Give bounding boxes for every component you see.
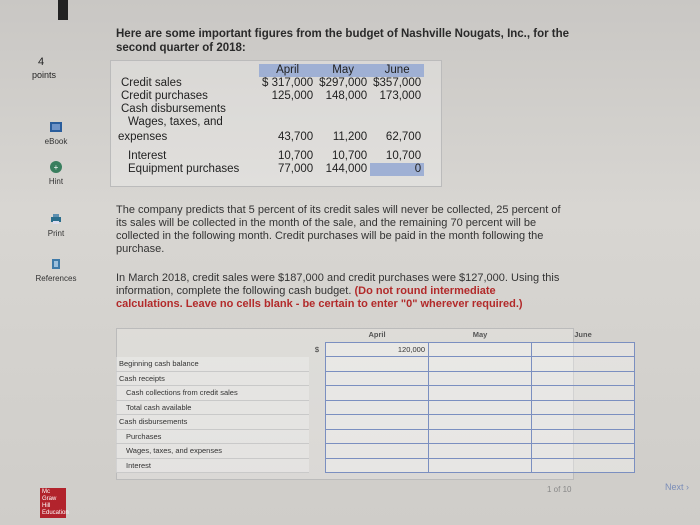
- table-row: [116, 386, 635, 401]
- row-label: Cash disbursements: [121, 103, 226, 115]
- question-intro: Here are some important figures from the budget of Nashville Nougats, Inc., for the second quarter of 2018:: [116, 28, 570, 54]
- sidebar-item-hint[interactable]: [30, 160, 82, 186]
- budget-row: [118, 163, 424, 176]
- june-input[interactable]: [532, 444, 635, 459]
- chevron-right-icon: ›: [686, 482, 690, 492]
- row-label: Interest: [116, 458, 309, 473]
- sidebar-item-label: eBook: [44, 137, 68, 146]
- points-label: points: [32, 70, 57, 80]
- ebook-icon: [49, 120, 63, 134]
- budget-row: [118, 90, 424, 103]
- row-label: Total cash available: [116, 400, 309, 415]
- table-row: [116, 400, 635, 415]
- table-row: [116, 342, 635, 357]
- row-label: Wages, taxes, and: [128, 116, 223, 128]
- cell-value: 10,700: [277, 150, 314, 162]
- row-label: Cash receipts: [116, 371, 309, 386]
- sidebar: [0, 0, 100, 525]
- cash-header-row: [116, 328, 635, 342]
- cell-value: $ 317,000: [262, 77, 314, 89]
- col-header-april: April: [259, 64, 316, 77]
- col-header-april: April: [368, 330, 386, 340]
- april-input[interactable]: [326, 400, 429, 415]
- cell-value: $297,000: [319, 77, 368, 89]
- brand-logo: Mc Graw Hill Education: [42, 489, 69, 516]
- instructions-text: In March 2018, credit sales were $187,000 and credit purchases were $127,000. Using this information, complete the following cash budget.: [116, 272, 560, 297]
- sidebar-item-print[interactable]: [30, 212, 82, 238]
- row-label: Credit purchases: [121, 90, 208, 102]
- budget-header-row: [118, 64, 424, 77]
- april-input[interactable]: [326, 458, 429, 473]
- next-button[interactable]: [665, 482, 689, 492]
- points-value: 4: [38, 56, 45, 68]
- budget-row: [118, 103, 424, 116]
- table-row: [116, 415, 635, 430]
- cell-value: 43,700: [277, 131, 314, 143]
- table-row: [116, 458, 635, 473]
- cash-budget-table: [116, 328, 635, 473]
- june-input[interactable]: [532, 415, 635, 430]
- june-input[interactable]: [532, 429, 635, 444]
- table-row: [116, 357, 635, 372]
- currency-symbol: $: [314, 344, 320, 354]
- sidebar-item-ebook[interactable]: [30, 120, 82, 146]
- col-header-june: June: [370, 64, 424, 77]
- budget-row: [118, 77, 424, 90]
- row-label: Beginning cash balance: [116, 357, 309, 372]
- june-input[interactable]: [532, 342, 635, 357]
- april-input[interactable]: [326, 357, 429, 372]
- next-button-label: Next: [665, 482, 684, 492]
- sidebar-item-label: Hint: [48, 177, 64, 186]
- cell-value: 144,000: [325, 163, 368, 175]
- cell-value: 0: [370, 163, 424, 176]
- row-label: Equipment purchases: [128, 163, 240, 175]
- cell-value: 10,700: [385, 150, 422, 162]
- june-input[interactable]: [532, 357, 635, 372]
- table-row: [116, 444, 635, 459]
- april-input[interactable]: [326, 386, 429, 401]
- june-input[interactable]: [532, 371, 635, 386]
- cell-value: 10,700: [331, 150, 368, 162]
- june-input[interactable]: [532, 458, 635, 473]
- page-indicator: 1 of 10: [547, 485, 572, 494]
- may-input[interactable]: [429, 386, 532, 401]
- april-input[interactable]: [326, 429, 429, 444]
- cell-value: 125,000: [271, 90, 314, 102]
- table-row: [116, 429, 635, 444]
- assumptions-paragraph: The company predicts that 5 percent of its credit sales will never be collected, 25 percent of its sales will be collected in the month of the sale, and the remaining 70 percent will be collected in the following month. Credit purchases will be paid in the month following the purchase.: [116, 204, 561, 255]
- row-label: Interest: [128, 150, 167, 162]
- budget-table: [118, 64, 424, 176]
- col-header-june: June: [574, 330, 592, 340]
- cell-value: 148,000: [325, 90, 368, 102]
- may-input[interactable]: [429, 415, 532, 430]
- table-row: [116, 371, 635, 386]
- cell-value: 173,000: [379, 90, 422, 102]
- row-label-cont: expenses: [118, 131, 168, 143]
- budget-row: [118, 129, 424, 144]
- svg-text:+: +: [53, 163, 59, 172]
- instructions-paragraph: [116, 272, 561, 311]
- may-input[interactable]: [429, 400, 532, 415]
- june-input[interactable]: [532, 386, 635, 401]
- april-input[interactable]: [326, 415, 429, 430]
- sidebar-item-label: References: [35, 274, 77, 283]
- row-label: Cash disbursements: [116, 415, 309, 430]
- row-label: Cash collections from credit sales: [116, 386, 309, 401]
- sidebar-item-references[interactable]: [30, 257, 82, 283]
- hint-icon: [49, 160, 63, 174]
- cell-value: $357,000: [373, 77, 422, 89]
- may-input[interactable]: [429, 429, 532, 444]
- may-input[interactable]: [429, 371, 532, 386]
- budget-row: [118, 116, 424, 129]
- may-input[interactable]: [429, 444, 532, 459]
- row-label: Wages, taxes, and expenses: [116, 444, 309, 459]
- cell-value: 62,700: [385, 131, 422, 143]
- cell-value: 11,200: [332, 131, 368, 143]
- col-header-may: May: [472, 330, 488, 340]
- june-input[interactable]: [532, 400, 635, 415]
- april-input[interactable]: [326, 444, 429, 459]
- may-input[interactable]: [429, 357, 532, 372]
- instructions-warning: (Do not round intermediate calculations. Leave no cells blank - be certain to enter "0" wherever required.): [116, 285, 523, 310]
- april-beginning-balance: 120,000: [326, 342, 429, 357]
- row-label: Credit sales: [121, 77, 182, 89]
- may-input[interactable]: [429, 458, 532, 473]
- april-input[interactable]: [326, 371, 429, 386]
- print-icon: [49, 212, 63, 226]
- references-icon: [49, 257, 63, 271]
- sidebar-item-label: Print: [47, 229, 65, 238]
- may-input[interactable]: [429, 342, 532, 357]
- col-header-may: May: [316, 64, 370, 77]
- row-label: Purchases: [116, 429, 309, 444]
- budget-row: [118, 144, 424, 163]
- cell-value: 77,000: [277, 163, 314, 175]
